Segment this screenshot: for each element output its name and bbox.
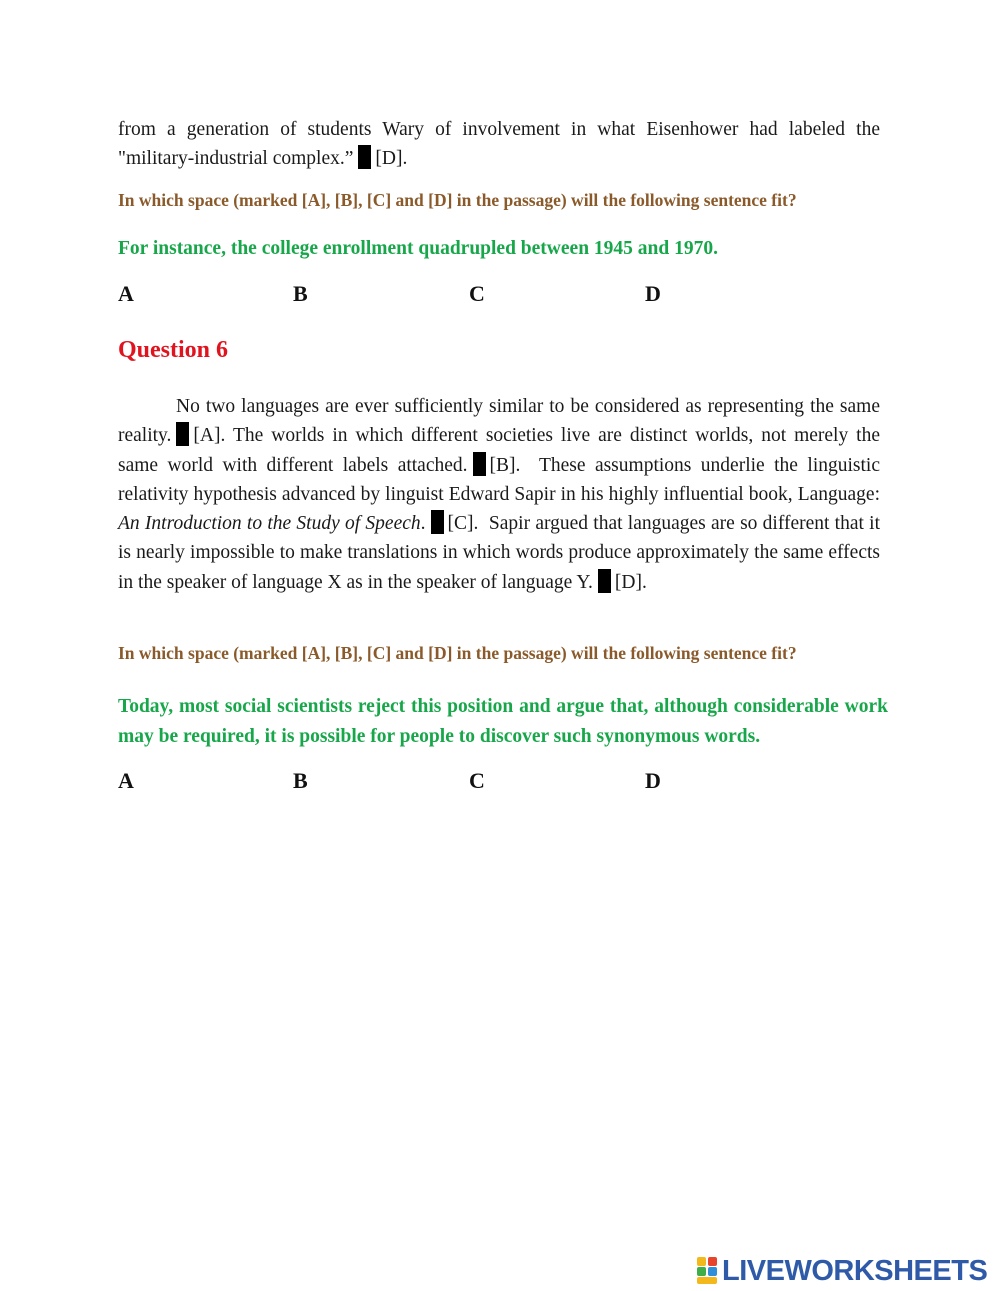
passage-sentence-3: These assumptions underlie the linguistic relativity hypothesis advanced by linguist Edward Sapir in his highly influential book, Language: bbox=[118, 454, 880, 505]
liveworksheets-icon bbox=[697, 1257, 719, 1285]
brand-name: LIVEWORKSHEETS bbox=[722, 1254, 988, 1287]
marker-label-d-q6: [D]. bbox=[614, 571, 647, 593]
option-a[interactable]: A bbox=[118, 281, 134, 306]
previous-passage-tail bbox=[118, 115, 880, 174]
insertion-marker-d[interactable] bbox=[358, 145, 371, 169]
option-a[interactable]: A bbox=[118, 768, 134, 793]
answer-options-5 bbox=[118, 281, 818, 311]
question-6-passage bbox=[118, 392, 880, 597]
option-d[interactable]: D bbox=[645, 768, 661, 793]
passage-sentence-2: The worlds in which different societies live are distinct worlds, not merely the same world with different labels attached. bbox=[118, 425, 881, 476]
insertion-marker-a[interactable] bbox=[176, 422, 189, 446]
liveworksheets-logo bbox=[697, 1255, 993, 1287]
insertion-marker-d-q6[interactable] bbox=[598, 569, 611, 593]
period: . bbox=[420, 513, 426, 535]
question-prompt-5: In which space (marked [A], [B], [C] and [D] in the passage) will the following sentence fit? bbox=[118, 190, 797, 210]
option-c[interactable]: C bbox=[469, 768, 485, 793]
question-title: Question 6 bbox=[118, 337, 229, 363]
book-title: An Introduction to the Study of Speech bbox=[118, 513, 421, 535]
passage-line-1: from a generation of students Wary of involvement in what Eisenhower had labeled the bbox=[118, 119, 880, 140]
marker-label-c: [C]. bbox=[447, 513, 479, 535]
insertion-marker-b[interactable] bbox=[473, 452, 486, 476]
passage-sentence-1: No two languages are ever sufficiently similar to be considered as representing the same reality. bbox=[118, 396, 880, 447]
marker-label-a: [A]. bbox=[193, 425, 226, 447]
marker-label-b: [B]. bbox=[489, 454, 521, 476]
marker-label-d: [D]. bbox=[375, 148, 408, 170]
insert-sentence-6: Today, most social scientists reject this position and argue that, although considerable work may be required, it is possible for people to discover such synonymous words. bbox=[118, 696, 888, 747]
option-b[interactable]: B bbox=[293, 281, 308, 306]
option-c[interactable]: C bbox=[469, 281, 485, 306]
answer-options-6 bbox=[118, 768, 818, 798]
question-prompt-6: In which space (marked [A], [B], [C] and [D] in the passage) will the following sentence fit? bbox=[118, 643, 797, 663]
passage-sentence-4: Sapir argued that languages are so different that it is nearly impossible to make translations in which words produce approximately the same effects in the speaker of language X as in the speaker of language Y. bbox=[118, 513, 881, 593]
insertion-marker-c[interactable] bbox=[431, 510, 444, 534]
passage-line-2: "military-industrial complex.” bbox=[118, 148, 354, 170]
insert-sentence-5: For instance, the college enrollment quadrupled between 1945 and 1970. bbox=[118, 238, 718, 259]
option-b[interactable]: B bbox=[293, 768, 308, 793]
option-d[interactable]: D bbox=[645, 281, 661, 306]
